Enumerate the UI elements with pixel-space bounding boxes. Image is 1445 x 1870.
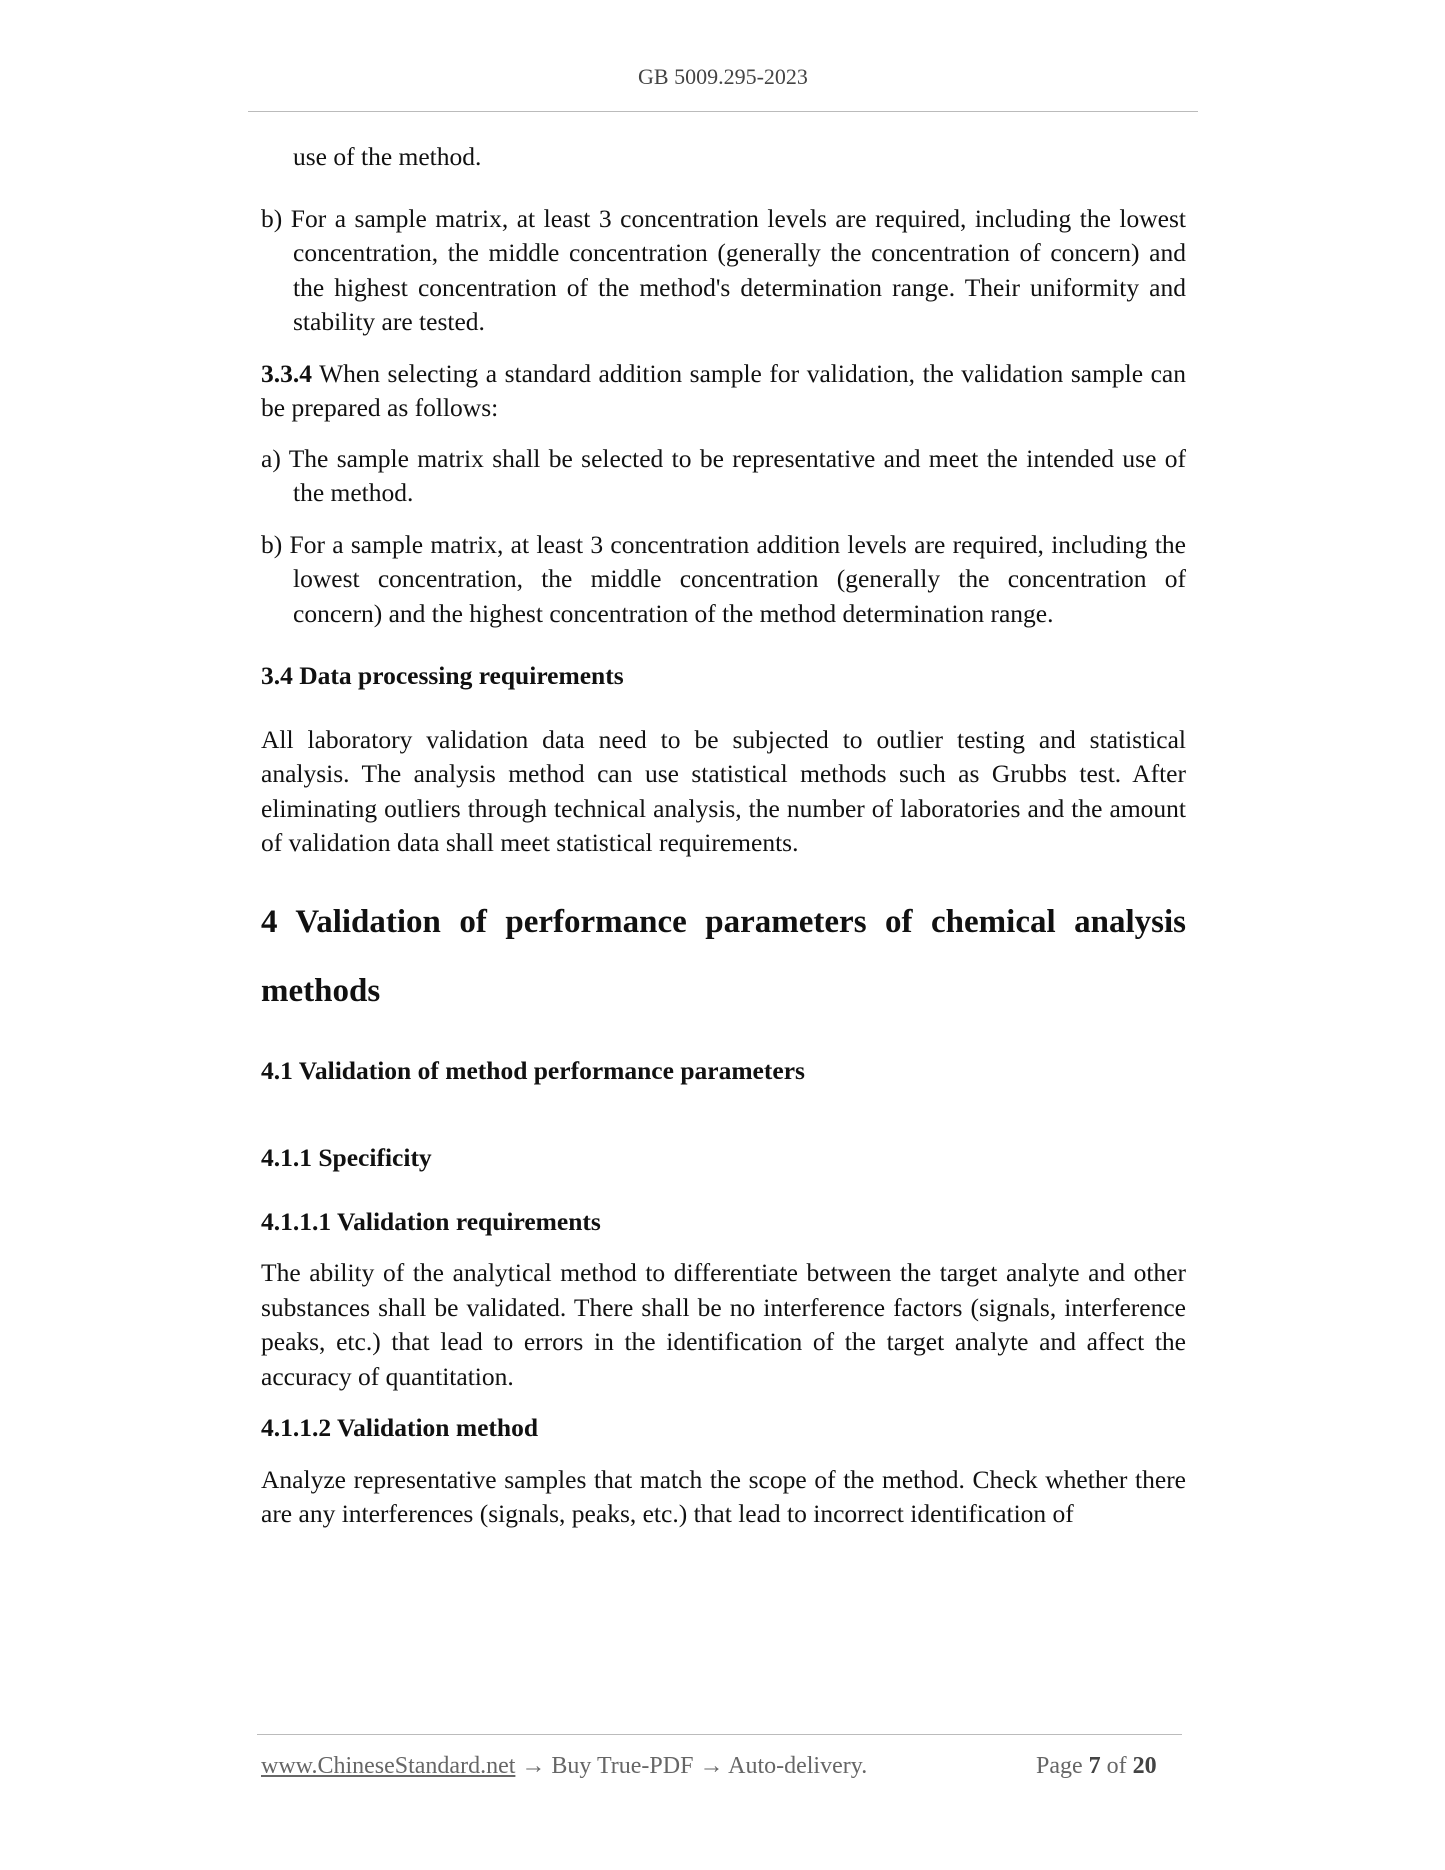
- list-item-a-3-3-4: a) The sample matrix shall be selected to be representative and meet the intended use of the method.: [261, 443, 1186, 507]
- paragraph-4-1-1-1: The ability of the analytical method to differentiate between the target analyte and other substances shall be validated. There shall be no interference factors (signals, interference peaks, etc.) that lead to errors in the identification of the target analyte and affect the accuracy of quantitation.: [261, 1258, 1186, 1391]
- heading-4-1-1-1: 4.1.1.1 Validation requirements: [261, 1206, 601, 1236]
- page-counter: [1036, 1753, 1157, 1780]
- heading-4-1-1-2: 4.1.1.2 Validation method: [261, 1413, 539, 1442]
- heading-4-1: 4.1 Validation of method performance parameters: [261, 1055, 805, 1085]
- heading-3-4: 3.4 Data processing requirements: [261, 661, 624, 690]
- page-label: Page: [1036, 1753, 1083, 1779]
- clause-number: 3.3.4: [261, 358, 312, 388]
- promo-text: → Buy True-PDF → Auto-delivery.: [515, 1753, 868, 1779]
- page-body: [261, 140, 1186, 1532]
- list-item-b-3-3-4: b) For a sample matrix, at least 3 concentration addition levels are required, including the lowest concentration, the middle concentration (generally the concentration of concern) and the highest concentration of the method determination range.: [261, 529, 1186, 628]
- list-item-b-3-3-3: b) For a sample matrix, at least 3 concentration levels are required, including the lowest concentration, the middle concentration (generally the concentration of concern) and the highest concentration of the method's determination range. Their uniformity and stability are tested.: [261, 203, 1186, 336]
- page-number: 7: [1088, 1753, 1101, 1779]
- heading-4: 4 Validation of performance parameters of chemical analysis methods: [261, 903, 1186, 1009]
- paragraph-3-4: All laboratory validation data need to be subjected to outlier testing and statistical analysis. The analysis method can use statistical methods such as Grubbs test. After eliminating outliers through technical analysis, the number of laboratories and the amount of validation data shall meet statistical requirements.: [261, 724, 1186, 857]
- paragraph-4-1-1-2: Analyze representative samples that match the scope of the method. Check whether there are any interferences (signals, peaks, etc.) that lead to incorrect identification of: [261, 1464, 1186, 1528]
- footer-divider: [257, 1734, 1182, 1735]
- of-label: of: [1106, 1753, 1127, 1779]
- clause-3-3-4: [261, 357, 1186, 426]
- website-link[interactable]: www.ChineseStandard.net: [261, 1753, 516, 1779]
- header-divider: [248, 111, 1198, 112]
- clause-text: When selecting a standard addition sample for validation, the validation sample can be prepared as follows:: [261, 358, 1186, 422]
- heading-4-1-1: 4.1.1 Specificity: [261, 1143, 432, 1172]
- footer-promo: [261, 1753, 867, 1780]
- running-header: GB 5009.295-2023: [638, 64, 808, 89]
- continuation-line: use of the method.: [293, 142, 482, 171]
- total-pages: 20: [1132, 1753, 1157, 1779]
